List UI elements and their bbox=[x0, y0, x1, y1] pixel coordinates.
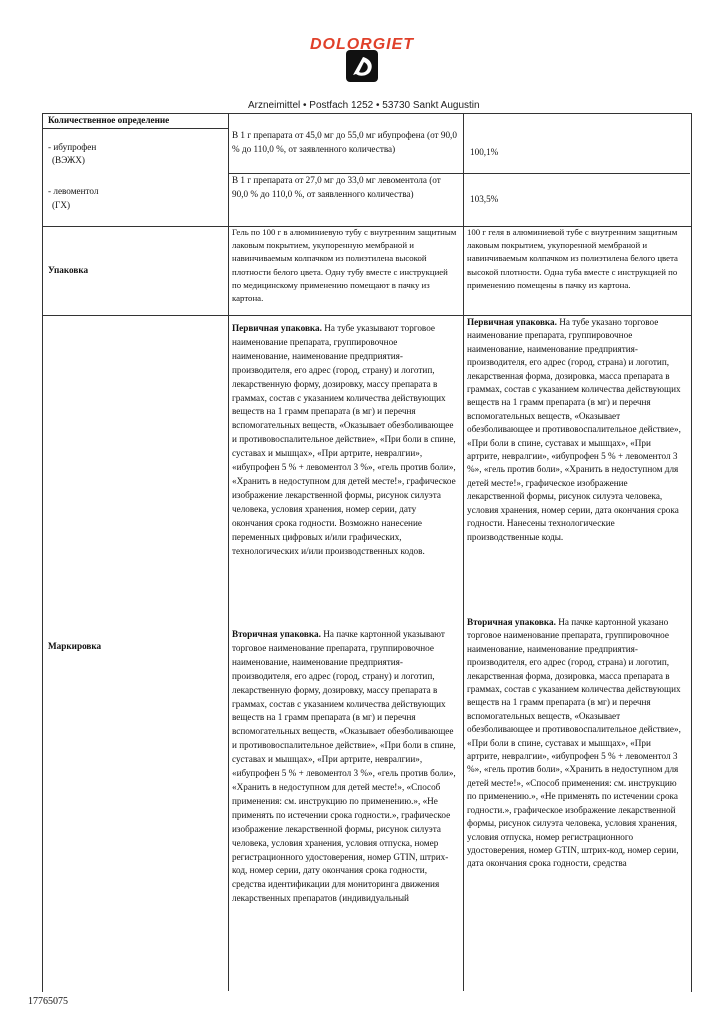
labeling-spec-secondary-title: Вторичная упаковка. bbox=[232, 629, 321, 639]
labeling-spec-primary-title: Первичная упаковка. bbox=[232, 323, 322, 333]
row-label-packaging: Упаковка bbox=[48, 265, 89, 275]
labeling-result-primary-text: На тубе указано торговое наименование препарата, группировочное наименование, наименование предприятия-производителя, его адрес (город, страна) и логотип, лекарственная форма, дозировка, масса препарата в граммах, состав с указанием количества действующих веществ на 1 грамм препарата (в мг) и перечня вспомогательных веществ, «Оказывает обезболивающее и противовоспалительное действие», «При боли в спине, суставах и мышцах», «При артрите, невралгии», «ибупрофен 5 % + левоментол 3 %», «гель против боли», «Хранить в недоступном для детей месте!», графическое изображение лекарственной формы, рисунок силуэта человека, условия хранения, номер серии, дата окончания срока годности. Нанесены технологические производственные коды. bbox=[467, 317, 681, 542]
assay-levomenthol-method: (ГХ) bbox=[52, 200, 71, 210]
document-number: 17765075 bbox=[28, 996, 68, 1007]
packaging-result: 100 г геля в алюминиевой тубе с внутренним защитным лаковым покрытием, укупоренной мембраной и навинчиваемым колпачком из полиэтилена белого цвета высокой плотности. Одна туба вместе с инструкцией по применению помещены в пачку из картона. bbox=[467, 227, 678, 290]
row-label-assay: Количественное определение bbox=[48, 115, 170, 125]
brand-name: DOLORGIET bbox=[309, 36, 415, 53]
labeling-result-secondary bbox=[467, 616, 685, 871]
labeling-result-primary-title: Первичная упаковка. bbox=[467, 317, 557, 327]
packaging-spec: Гель по 100 г в алюминиевую тубу с внутренним защитным лаковым покрытием, укупоренную мембраной и навинчиваемым колпачком из полиэтилена высокой плотности белого цвета. Одну тубу вместе с инструкцией по медицинскому применению помещают в пачку из картона. bbox=[232, 227, 457, 304]
assay-ibuprofen-name: - ибупрофен bbox=[48, 142, 97, 152]
labeling-spec-primary bbox=[232, 322, 457, 558]
labeling-spec-primary-text: На тубе указывают торговое наименование препарата, группировочное наименование, наименование предприятия-производителя, его адрес (город, страну) и логотип, лекарственную форму, дозировку, массу препарата в граммах, состав с указанием количества действующих веществ на 1 грамм препарата (в мг) и перечня вспомогательных веществ, «Оказывает обезболивающее и противовоспалительное действие», «При боли в спине, суставах и мышцах», «При артрите, невралгии», «ибупрофен 5 % + левоментол 3 %», «гель против боли», «Хранить в недоступном для детей месте!», графическое изображение лекарственной формы, рисунок силуэта человека, условия хранения, номер серии, дату окончания срока годности. Возможно нанесение переменных цифровых и/или графических, технологических и/или производственных кодов. bbox=[232, 323, 456, 556]
labeling-spec-secondary-text: На пачке картонной указывают торговое наименование препарата, группировочное наименование, наименование предприятия-производителя, его адрес (город, страну) и логотип, лекарственную форму, дозировку, массу препарата в граммах, состав с указанием количества действующих веществ на 1 грамм препарата (в мг) и перечня вспомогательных веществ, «Оказывает обезболивающее и противовоспалительное действие», «При боли в спине, суставах и мышцах», «При артрите, невралгии», «ибупрофен 5 % + левоментол 3 %», «гель против боли», «Хранить в недоступном для детей месте!», «Способ применения: см. инструкцию по применению.», «Не применять по истечении срока годности.», графическое изображение лекарственной формы, рисунок силуэта человека, условия хранения, условия отпуска, номер регистрационного удостоверения, номер GTIN, штрих-код, номер серии, дату окончания срока годности, средства идентификации для мониторинга движения лекарственных препаратов (индивидуальный bbox=[232, 629, 456, 904]
column-divider bbox=[463, 113, 464, 991]
labeling-spec-secondary bbox=[232, 628, 457, 906]
assay-levomenthol-result: 103,5% bbox=[470, 194, 499, 204]
assay-levomenthol-name: - левоментол bbox=[48, 186, 99, 196]
assay-ibuprofen-result: 100,1% bbox=[470, 147, 499, 157]
assay-levomenthol-spec: В 1 г препарата от 27,0 мг до 33,0 мг левоментола (от 90,0 % до 110,0 %, от заявленного количества) bbox=[232, 175, 441, 199]
assay-ibuprofen-method: (ВЭЖХ) bbox=[52, 155, 85, 165]
row-divider bbox=[42, 128, 229, 129]
labeling-result-secondary-text: На пачке картонной указано торговое наименование препарата, группировочное наименование, наименование предприятия-производителя, его адрес (город, страна) и логотип, лекарственная форма, дозировка, масса препарата в граммах, состав с указанием количества действующих веществ на 1 грамм препарата (в мг) и перечня вспомогательных веществ, «Оказывает обезболивающее и противовоспалительное действие», «При боли в спине, суставах и мышцах», «При артрите, невралгии», «ибупрофен 5 % + левоментол 3 %», «гель против боли», «Хранить в недоступном для детей месте!», «Способ применения: см. инструкцию по применению.», «Не применять по истечении срока годности.», графическое изображение лекарственной формы, рисунок силуэта человека, условия хранения, условия отпуска, номер регистрационного удостоверения, номер GTIN, штрих-код, номер серии, дата окончания срока годности, средства bbox=[467, 617, 681, 869]
column-divider bbox=[228, 113, 229, 991]
labeling-result-primary bbox=[467, 316, 685, 544]
row-label-labeling: Маркировка bbox=[48, 641, 102, 651]
labeling-result-secondary-title: Вторичная упаковка. bbox=[467, 617, 556, 627]
assay-ibuprofen-spec: В 1 г препарата от 45,0 мг до 55,0 мг ибупрофена (от 90,0 % до 110,0 %, от заявленного количества) bbox=[232, 130, 457, 154]
logo-mark-icon bbox=[346, 50, 378, 82]
company-address: Arzneimittel • Postfach 1252 • 53730 Sankt Augustin bbox=[248, 100, 480, 111]
company-logo bbox=[0, 50, 724, 87]
